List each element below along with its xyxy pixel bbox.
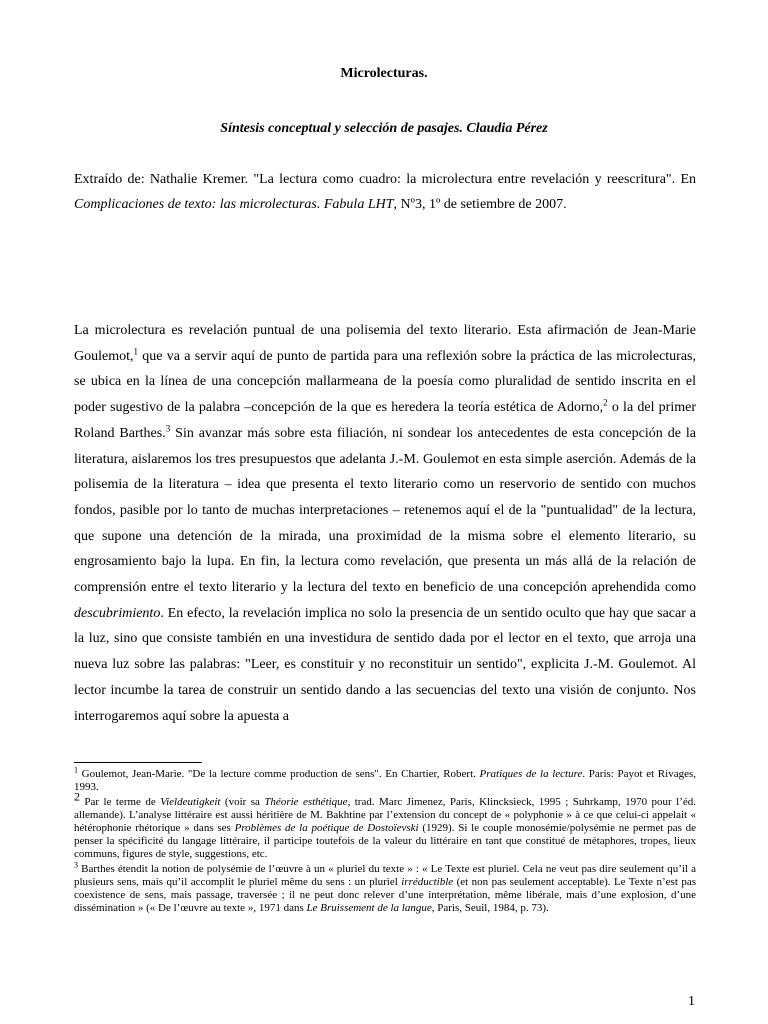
footnote-2-text-b: (voir sa xyxy=(220,796,265,808)
body-text-part-3: o la del primer Roland Barthes. xyxy=(74,400,696,441)
footnotes-section xyxy=(74,765,697,917)
document-subtitle: Síntesis conceptual y selección de pasajes. Claudia Pérez xyxy=(220,121,548,136)
footnote-ref-1[interactable]: 1 xyxy=(133,346,138,357)
body-text-part-1: La microlectura es revelación puntual de una polisemia del texto literario. Esta afirmación de Jean-Marie Goulemot, xyxy=(74,323,696,364)
body-text-part-5: . En efecto, la revelación implica no solo la presencia de un sentido oculto que hay que sacar a la luz, sino que consiste también en una investidura de sentido dada por el lector en el texto, que arroja una nueva luz sobre las palabras: "Leer, es constituir y no reconstituir un sentido", explicita J.-M. Goulemot. Al lector incumbe la tarea de construir un sentido dando a las secuencias del texto una visión de conjunto. Nos interrogaremos aquí sobre la apuesta a xyxy=(74,605,696,724)
page-number: 1 xyxy=(688,994,695,1009)
footnote-1-text-a: Goulemot, Jean-Marie. "De la lecture comme production de sens". En Chartier, Robert. xyxy=(78,768,480,780)
source-citation xyxy=(74,167,696,217)
footnote-3-italic-2: Le Bruissement de la langue xyxy=(306,902,432,914)
footnote-2-italic-3: Problèmes de la poétique de Dostoïevski xyxy=(234,822,419,834)
footnote-3-text-c: , Paris, Seuil, 1984, p. 73). xyxy=(431,902,549,914)
footnote-separator xyxy=(74,762,202,763)
source-prefix: Extraído de: Nathalie Kremer. "La lectura como cuadro: la microlectura entre revelación y reescritura". En xyxy=(74,172,696,187)
footnote-2 xyxy=(74,789,697,861)
footnote-1-italic: Pratiques de la lecture xyxy=(479,768,583,780)
body-paragraph xyxy=(74,318,696,729)
footnote-3-text-a: Barthes étendit la notion de polysémie de l’œuvre à un « pluriel du texte » : « Le Texte est pluriel. Cela ne veut pas dire seulement qu’il a plusieurs sens, mais qu’il accomplit le pluriel même du sens : un pluriel xyxy=(74,863,696,888)
footnote-2-text-d: (1929). Si le couple monosémie/polysémie ne permet pas de penser la spécificité du langage littéraire, il participe toutefois de la valeur du littéraire en tant que constitué de métaphores, tropes, lieux communs, figures de style, suggestions, etc. xyxy=(74,822,697,860)
footnote-3-number: 3 xyxy=(74,860,78,870)
document-title: Microlecturas. xyxy=(340,66,428,81)
body-text-part-4: Sin avanzar más sobre esta filiación, ni sondear los antecedentes de esta concepción de la literatura, aislaremos los tres presupuestos que adelanta J.-M. Goulemot en esta simple aserción. Además de la polisemia de la literatura – idea que presenta el texto literario como un reservorio de sentido con muchos fondos, pasible por lo tanto de muchas interpretaciones – retenemos aquí el de la "puntualidad" de la lectura, que supone una detención de la mirada, una proximidad de la misma sobre el elemento literario, su engrosamiento bajo la lupa. En fin, la lectura como revelación, que presenta un más allá de la relación de comprensión entre el texto literario y la lectura del texto en beneficio de una concepción aprehendida como xyxy=(74,425,696,596)
footnote-2-italic-1: Vieldeutigkeit xyxy=(160,796,221,808)
footnote-2-italic-2: Théorie esthétique xyxy=(264,796,348,808)
footnote-3-text-b: (et non pas seulement acceptable). Le Texte n’est pas coexistence de sens, mais passage, traversée ; il ne peut donc relever d’une interprétation, même libérale, mais d’une explosion, d’une dissémination » (« De l’œuvre au texte », 1971 dans xyxy=(74,876,696,914)
footnote-ref-2[interactable]: 2 xyxy=(603,397,608,408)
footnote-1 xyxy=(74,765,696,794)
source-suffix: , Nº3, 1º de setiembre de 2007. xyxy=(393,197,567,212)
source-italic-title: Complicaciones de texto: las microlecturas. Fabula LHT xyxy=(74,197,394,212)
footnote-3-italic-1: irréductible xyxy=(401,876,454,888)
footnote-2-text-c: , trad. Marc Jimenez, Paris, Klincksieck, 1995 ; Suhrkamp, 1970 pour l’éd. allemande). L’analyse littéraire est aussi héritière de M. Bakhtine par l’extension du concept de « polyphonie » à ce que celui-ci appelait « hétérophonie rhétorique » dans ses xyxy=(74,796,696,834)
footnote-3 xyxy=(74,860,696,915)
body-italic-term: descubrimiento xyxy=(74,605,161,621)
body-text-part-2: que va a servir aquí de punto de partida para una reflexión sobre la práctica de las microlecturas, se ubica en la línea de una concepción mallarmeana de la poesía como pluralidad de sentido inscrita en el poder sugestivo de la palabra –concepción de la que es heredera la teoría estética de Adorno, xyxy=(74,348,696,416)
footnote-2-number: 2 xyxy=(74,789,80,804)
footnote-2-text-a: Par le terme de xyxy=(80,796,161,808)
footnote-1-number: 1 xyxy=(74,765,78,775)
footnote-1-text-b: . Paris: Payot et Rivages, 1993. xyxy=(74,768,696,793)
footnote-ref-3[interactable]: 3 xyxy=(165,423,171,434)
